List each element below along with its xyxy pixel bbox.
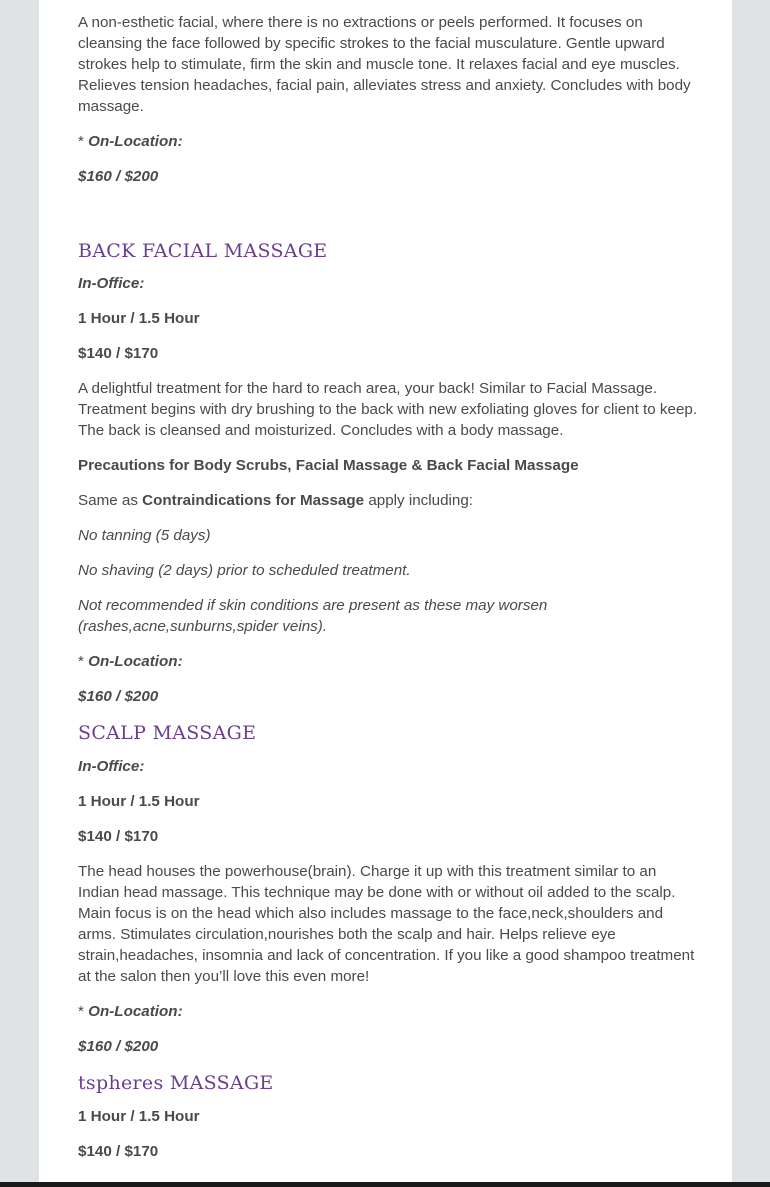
on-location-price: $160 / $200 [78, 1038, 159, 1055]
facial-massage-description: A non-esthetic facial, where there is no extractions or peels performed. It focuses on cleansing the face followed by specific strokes to the facial musculature. Gentle upward strokes help to stimulate, firm the skin and muscle tone. It relaxes facial and eye muscles. Relieves tension headaches, facial pain, alleviates stress and anxiety. Concludes with body massage. [78, 14, 691, 115]
precaution-item: No shaving (2 days) prior to scheduled treatment. [78, 562, 411, 579]
bottom-divider-bar [0, 1182, 770, 1187]
in-office-label: In-Office: [78, 758, 145, 775]
section-title-scalp: SCALP MASSAGE [78, 722, 257, 744]
precautions-heading: Precautions for Body Scrubs, Facial Massage & Back Facial Massage [78, 457, 579, 474]
price: $140 / $170 [78, 1143, 159, 1160]
contraindications-link-text: Contraindications for Massage [142, 492, 365, 509]
price: $140 / $170 [78, 828, 159, 845]
on-location-label: On-Location: [88, 653, 183, 670]
contraindications-line [78, 490, 698, 511]
back-facial-description: A delightful treatment for the hard to reach area, your back! Similar to Facial Massage. Treatment begins with dry brushing to the back with new exfoliating gloves for client to keep. The back is cleansed and moisturized. Concludes with a body massage. [78, 380, 698, 439]
section-title-back-facial: BACK FACIAL MASSAGE [78, 240, 328, 262]
duration: 1 Hour / 1.5 Hour [78, 793, 200, 810]
same-as-suffix: apply including: [364, 492, 474, 509]
on-location-price: $160 / $200 [78, 688, 159, 705]
section-title-tspheres: tspheres MASSAGE [78, 1072, 274, 1094]
asterisk: * [78, 653, 89, 670]
duration: 1 Hour / 1.5 Hour [78, 1108, 200, 1125]
price: $140 / $170 [78, 345, 159, 362]
precaution-item: No tanning (5 days) [78, 527, 211, 544]
on-location-line [78, 131, 698, 152]
asterisk: * [78, 1003, 89, 1020]
in-office-label: In-Office: [78, 275, 145, 292]
same-as-prefix: Same as [78, 492, 143, 509]
scalp-description: The head houses the powerhouse(brain). Charge it up with this treatment similar to an Indian head massage. This technique may be done with or without oil added to the scalp. Main focus is on the head which also includes massage to the face,neck,shoulders and arms. Stimulates circulation,nourishes both the scalp and hair. Helps relieve eye strain,headaches, insomnia and lack of concentration. If you like a good shampoo treatment at the salon then you’ll love this even more! [78, 863, 695, 985]
content-column [78, 0, 698, 1162]
duration: 1 Hour / 1.5 Hour [78, 310, 200, 327]
asterisk: * [78, 133, 89, 150]
page-panel [39, 0, 732, 1182]
on-location-price: $160 / $200 [78, 168, 159, 185]
on-location-line [78, 1001, 698, 1022]
on-location-label: On-Location: [88, 133, 183, 150]
on-location-line [78, 651, 698, 672]
precaution-item: Not recommended if skin conditions are present as these may worsen (rashes,acne,sunburns,spider veins). [78, 597, 548, 635]
on-location-label: On-Location: [88, 1003, 183, 1020]
